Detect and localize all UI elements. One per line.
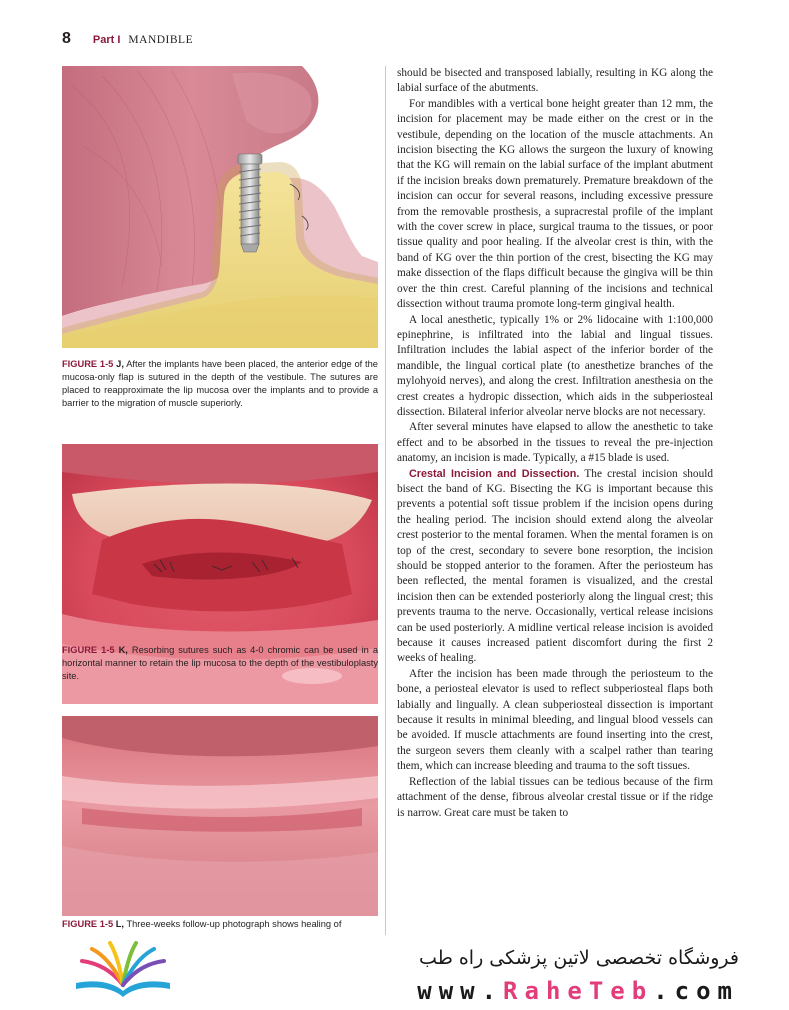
watermark-footer	[0, 935, 789, 1010]
page-number: 8	[62, 30, 71, 47]
figure-l-caption	[62, 918, 378, 932]
figure-l-text: Three-weeks follow-up photograph shows healing of	[126, 919, 342, 929]
figure-j-label: FIGURE 1-5	[62, 359, 114, 369]
figure-l-photo	[62, 716, 378, 916]
paragraph-1: should be bisected and transposed labially, resulting in KG along the labial surface of the abutments.	[397, 67, 713, 95]
part-title: MANDIBLE	[128, 34, 194, 46]
figure-l-letter: L,	[115, 919, 125, 929]
figure-j-letter: J,	[116, 359, 124, 369]
column-divider	[385, 66, 386, 936]
paragraph-4: After several minutes have elapsed to allow the anesthetic to take effect and to be absorbed in the tissues to reveal the pre-injection anatomy, an incision is made. Typically, a #15 blade is used.	[397, 421, 713, 465]
figure-l-label: FIGURE 1-5	[62, 919, 114, 929]
paragraph-5-text: The crestal incision should bisect the band of KG. Bisecting the KG is important because this prevents a potential soft tissue problem if the incision opens during the healing period. The incision should extend along the alveolar crest posterior to the mental foramen. When the mental foramen is on top of the crest, secondary to severe bone resorption, the incision should be stopped anterior to the foramen. After the periosteum has been reflected, the mental foramen is visualized, and the crestal incision then can be extended posteriorly along the lingual crest; this prevents trauma to the nerve. Occasionally, vertical release incisions can be used posteriorly. A midline vertical release incision is avoided because it causes increased patient discomfort during the first 2 weeks of healing.	[397, 467, 713, 665]
paragraph-5	[397, 467, 713, 667]
figure-j-caption	[62, 358, 378, 410]
shop-name: فروشگاه تخصصی لاتین پزشکی راه طب	[419, 947, 739, 969]
figure-k-label: FIGURE 1-5	[62, 645, 115, 655]
body-text-column	[397, 66, 713, 932]
url-prefix: www.	[417, 977, 504, 1005]
figure-j-illustration	[62, 66, 378, 348]
paragraph-3: A local anesthetic, typically 1% or 2% lidocaine with 1:100,000 epinephrine, is infiltrated into the labial and lingual tissues. Infiltration includes the labial aspect of the inferior border of the mandible, the lingual cortical plate (to anesthetize branches of the mylohyoid nerves), and along the crest. Infiltration anesthesia on the crest creates a hydropic dissection, which aids in the subperiosteal dissection. Bilateral inferior alveolar nerve blocks are not necessary.	[397, 313, 713, 418]
figure-k-text: Resorbing sutures such as 4-0 chromic can be used in a horizontal manner to retain the lip mucosa to the depth of the vestibuloplasty site.	[62, 645, 378, 681]
figure-j-text: After the implants have been placed, the anterior edge of the mucosa-only flap is sutured in the depth of the vestibule. The sutures are placed to reapproximate the lip mucosa over the implants and to provide a barrier to the migration of muscle superiorly.	[62, 359, 378, 408]
open-book-logo-icon	[68, 941, 178, 997]
figure-k-caption	[62, 644, 378, 683]
paragraph-7: Reflection of the labial tissues can be tedious because of the firm attachment of the dense, fibrous alveolar crestal tissue or if the ridge is narrow. Great care must be taken to	[397, 775, 713, 819]
paragraph-2: For mandibles with a vertical bone height greater than 12 mm, the incision for placement may be made either on the crest or in the vestibule, depending on the location of the muscle attachments. An incision bisecting the KG allows the surgeon the luxury of knowing that the KG will remain on the labial surface of the implant abutment if the incision breaks down prematurely. Premature breakdown of the incision can occur for several reasons, including excessive pressure from the removable prosthesis, a supracrestal profile of the implant with the cover screw in place, surgical trauma to the tissues, or poor tissue quality and poor healing. If the alveolar crest is thin, with the band of KG over the thin portion of the crest, bisecting the KG may make dissection of the flaps difficult because the gingiva will be thin over the thin crest. Careful planning of the incisions and technical dissection without trauma promote long-term gingival health.	[397, 97, 713, 311]
running-header	[62, 30, 729, 50]
url-suffix: .com	[653, 977, 739, 1005]
section-subhead: Crestal Incision and Dissection.	[409, 467, 580, 480]
url-brand: RaheTeb	[503, 977, 654, 1005]
website-url	[417, 977, 739, 1005]
figure-k-letter: K,	[118, 645, 128, 655]
part-label: Part I	[92, 34, 121, 46]
paragraph-6: After the incision has been made through the periosteum to the bone, a periosteal elevator is used to reflect subperiosteal flaps both labially and lingually. A clean subperiosteal dissection is important because it results in minimal bleeding, and lingual blood vessels can be avoided. If muscle attachments are found inserting into the crest, the surgeon severs them cleanly with a scalpel rather than tearing them, which can increase bleeding and trauma to the soft tissues.	[397, 667, 713, 773]
